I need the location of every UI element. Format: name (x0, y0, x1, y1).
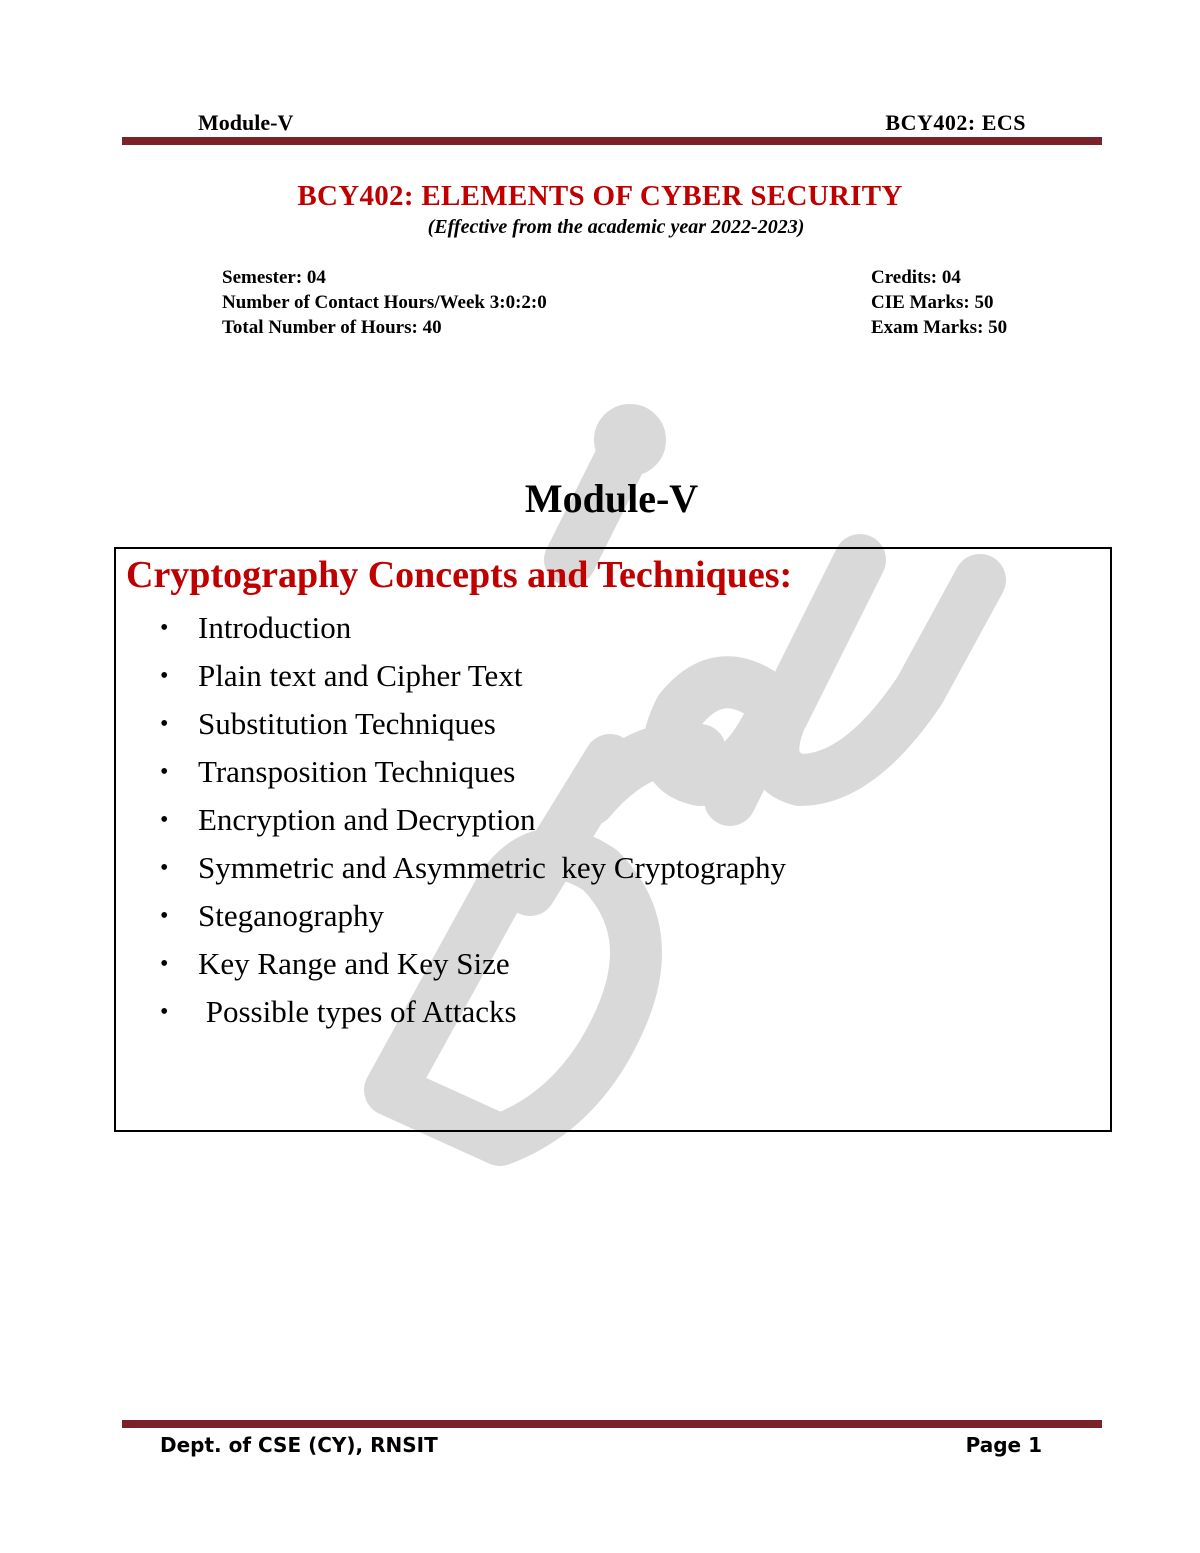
bullet-icon: • (160, 615, 169, 641)
bullet-icon: • (160, 807, 169, 833)
list-item: • Possible types of Attacks (160, 988, 786, 1036)
cie-marks: CIE Marks: 50 (871, 292, 994, 313)
header-rule (122, 137, 1102, 145)
footer-department: Dept. of CSE (CY), RNSIT (160, 1433, 438, 1457)
list-item: • Encryption and Decryption (160, 796, 786, 844)
list-item: • Transposition Techniques (160, 748, 786, 796)
semester: Semester: 04 (222, 267, 326, 288)
module-heading: Module-V (524, 476, 699, 521)
footer-page-number: Page 1 (965, 1433, 1042, 1457)
credits: Credits: 04 (871, 267, 961, 288)
list-item: • Steganography (160, 892, 786, 940)
total-hours: Total Number of Hours: 40 (222, 317, 442, 338)
bullet-icon: • (160, 759, 169, 785)
footer-rule (122, 1420, 1102, 1428)
course-title: BCY402: ELEMENTS OF CYBER SECURITY (297, 180, 903, 212)
bullet-icon: • (160, 903, 169, 929)
contact-hours: Number of Contact Hours/Week 3:0:2:0 (222, 292, 547, 313)
list-item: • Symmetric and Asymmetric key Cryptography (160, 844, 786, 892)
course-meta-left (222, 265, 547, 340)
header-module-label: Module-V (198, 110, 294, 135)
topics-heading: Cryptography Concepts and Techniques: (126, 554, 793, 596)
course-meta-right (871, 265, 1007, 340)
list-item: • Substitution Techniques (160, 700, 786, 748)
topic-list (160, 604, 786, 1036)
header-course-code: BCY402: ECS (885, 110, 1026, 135)
list-item: • Key Range and Key Size (160, 940, 786, 988)
course-subtitle: (Effective from the academic year 2022-2023) (427, 216, 805, 238)
list-item: • Plain text and Cipher Text (160, 652, 786, 700)
bullet-icon: • (160, 951, 169, 977)
topics-box (114, 547, 1112, 1132)
exam-marks: Exam Marks: 50 (871, 317, 1008, 338)
bullet-icon: • (160, 855, 169, 881)
bullet-icon: • (160, 999, 169, 1025)
bullet-icon: • (160, 711, 169, 737)
bullet-icon: • (160, 663, 169, 689)
list-item: • Introduction (160, 604, 786, 652)
